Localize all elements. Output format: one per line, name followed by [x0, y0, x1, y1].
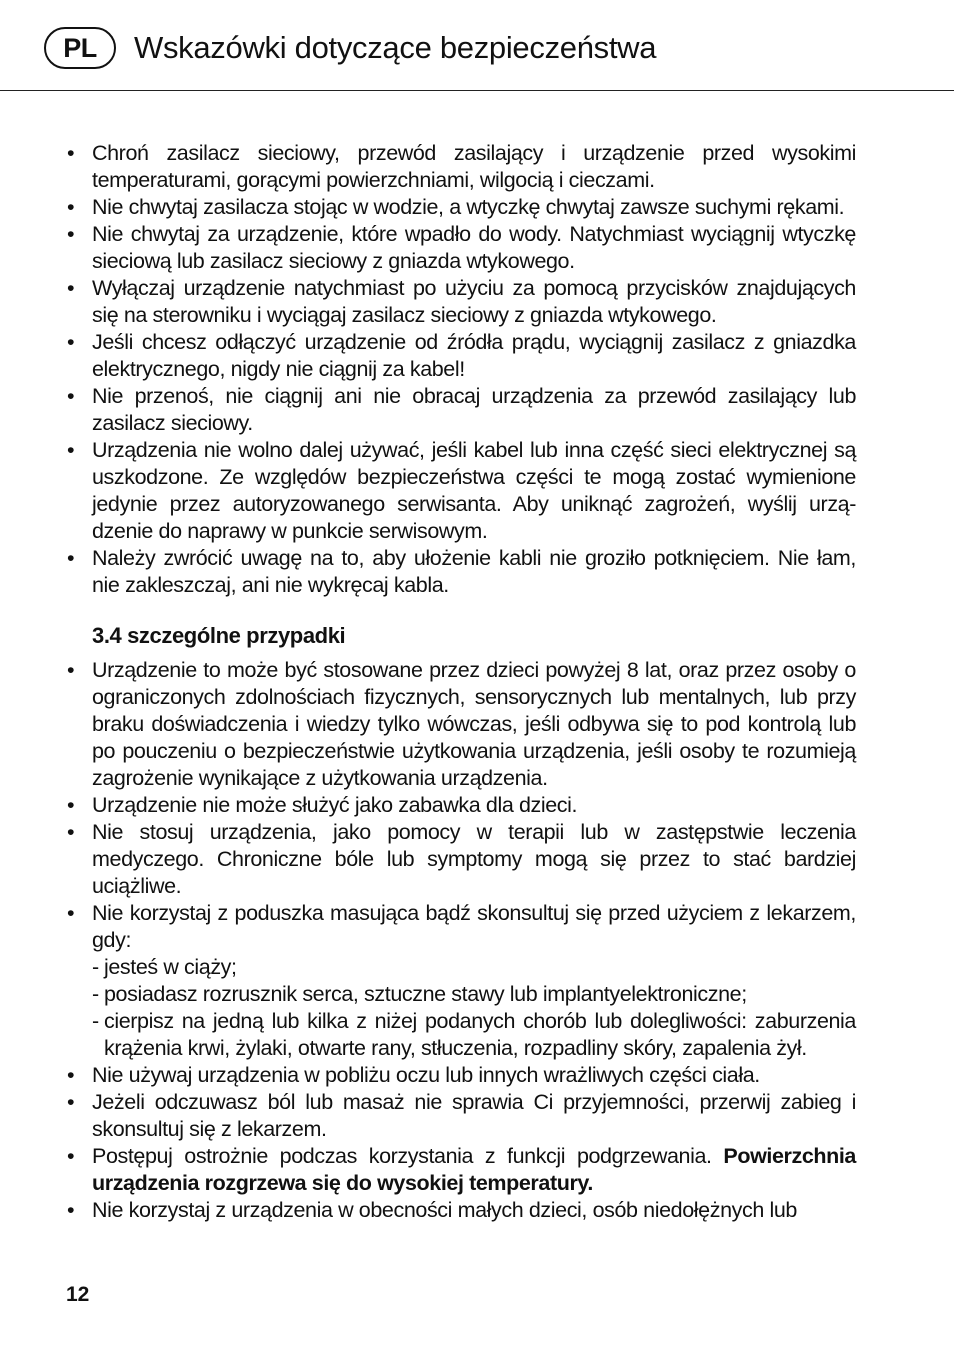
sub-list-item: - posiadasz rozrusznik serca, sztuczne stawy lub implantyelektroniczne; [92, 981, 856, 1008]
list-item-with-subitems [66, 900, 856, 1062]
list-item: • Jeżeli odczuwasz ból lub masaż nie sprawia Ci przyjemności, przerwij zabieg i skonsultuj się z lekarzem. [66, 1089, 856, 1143]
page-number: 12 [66, 1283, 90, 1306]
list-item: • Jeśli chcesz odłączyć urządzenie od źródła prądu, wyciągnij zasilacz z gniazdka elektrycznego, nigdy nie ciągnij za kabel! [66, 329, 856, 383]
list-item: • Urządzenie to może być stosowane przez dzieci powyżej 8 lat, oraz przez osoby o ograniczonych zdolnościach fizycznych, sensorycznych lub mentalnych, lub przy braku doświadczenia i wiedzy tylko wówczas, jeśli odbywa się to pod kontrolą lub po pouczeniu o bezpieczeństwie użytkowania urządzenia, jeśli osoby te rozumieją zagrożenie wynikające z użytkowania urządzenia. [66, 657, 856, 792]
sub-list-item: - cierpisz na jedną lub kilka z niżej podanych chorób lub dolegliwości: zaburzenia krążenia krwi, żylaki, otwarte rany, stłuczenia, rozpadliny skóry, zapalenia żył. [92, 1008, 856, 1062]
list-item-text: Nie korzystaj z poduszka masująca bądź skonsultuj się przed użyciem z lekarzem, gdy: [92, 901, 856, 952]
page-header [0, 0, 954, 91]
list-item: • Nie stosuj urządzenia, jako pomocy w terapii lub w zastępstwie leczenia medyczego. Chroniczne bóle lub symptomy mogą się przez to stać bardziej uciążliwe. [66, 819, 856, 900]
page-content [66, 140, 856, 1224]
warning-bold-text: Powierzchnia urządzenia rozgrzewa się do wysokiej temperatury. [92, 1144, 856, 1195]
special-cases-list [66, 657, 856, 1224]
list-item: • Wyłączaj urządzenie natychmiast po użyciu za pomocą przycisków znajdujących się na sterowniku i wyciągaj zasilacz sieciowy z gniazda wtykowego. [66, 275, 856, 329]
list-item: • Urządzenia nie wolno dalej używać, jeśli kabel lub inna część sieci elektrycznej są uszkodzone. Ze względów bezpieczeństwa części te mogą zostać wymienione jedynie przez autoryzowanego serwisanta. Aby uniknąć zagrożeń, wyślij urzą-dzenie do naprawy w punkcie serwisowym. [66, 437, 856, 545]
list-item: • Chroń zasilacz sieciowy, przewód zasilający i urządzenie przed wysokimi temperaturami, gorącymi powierzchniami, wilgocią i cieczami. [66, 140, 856, 194]
warning-plain-text: Postępuj ostrożnie podczas korzystania z funkcji podgrzewania. [92, 1144, 712, 1168]
safety-list [66, 140, 856, 599]
list-item: • Urządzenie nie może służyć jako zabawka dla dzieci. [66, 792, 856, 819]
sub-list [92, 954, 856, 1062]
list-item-warning [66, 1143, 856, 1197]
list-item: • Nie przenoś, nie ciągnij ani nie obracaj urządzenia za przewód zasilający lub zasilacz sieciowy. [66, 383, 856, 437]
list-item: • Nie używaj urządzenia w pobliżu oczu lub innych wrażliwych części ciała. [66, 1062, 856, 1089]
list-item: • Należy zwrócić uwagę na to, aby ułożenie kabli nie groziło potknięciem. Nie łam, nie zakleszczaj, ani nie wykręcaj kabla. [66, 545, 856, 599]
sub-list-item: - jesteś w ciąży; [92, 954, 856, 981]
page-title: Wskazówki dotyczące bezpieczeństwa [134, 30, 657, 65]
list-item: • Nie chwytaj za urządzenie, które wpadło do wody. Natychmiast wyciągnij wtyczkę sieciową lub zasilacz sieciowy z gniazda wtykowego. [66, 221, 856, 275]
language-badge: PL [44, 27, 116, 69]
list-item: • Nie korzystaj z urządzenia w obecności małych dzieci, osób niedołężnych lub [66, 1197, 856, 1224]
list-item: • Nie chwytaj zasilacza stojąc w wodzie, a wtyczkę chwytaj zawsze suchymi rękami. [66, 194, 856, 221]
section-heading: 3.4 szczególne przypadki [92, 623, 346, 648]
